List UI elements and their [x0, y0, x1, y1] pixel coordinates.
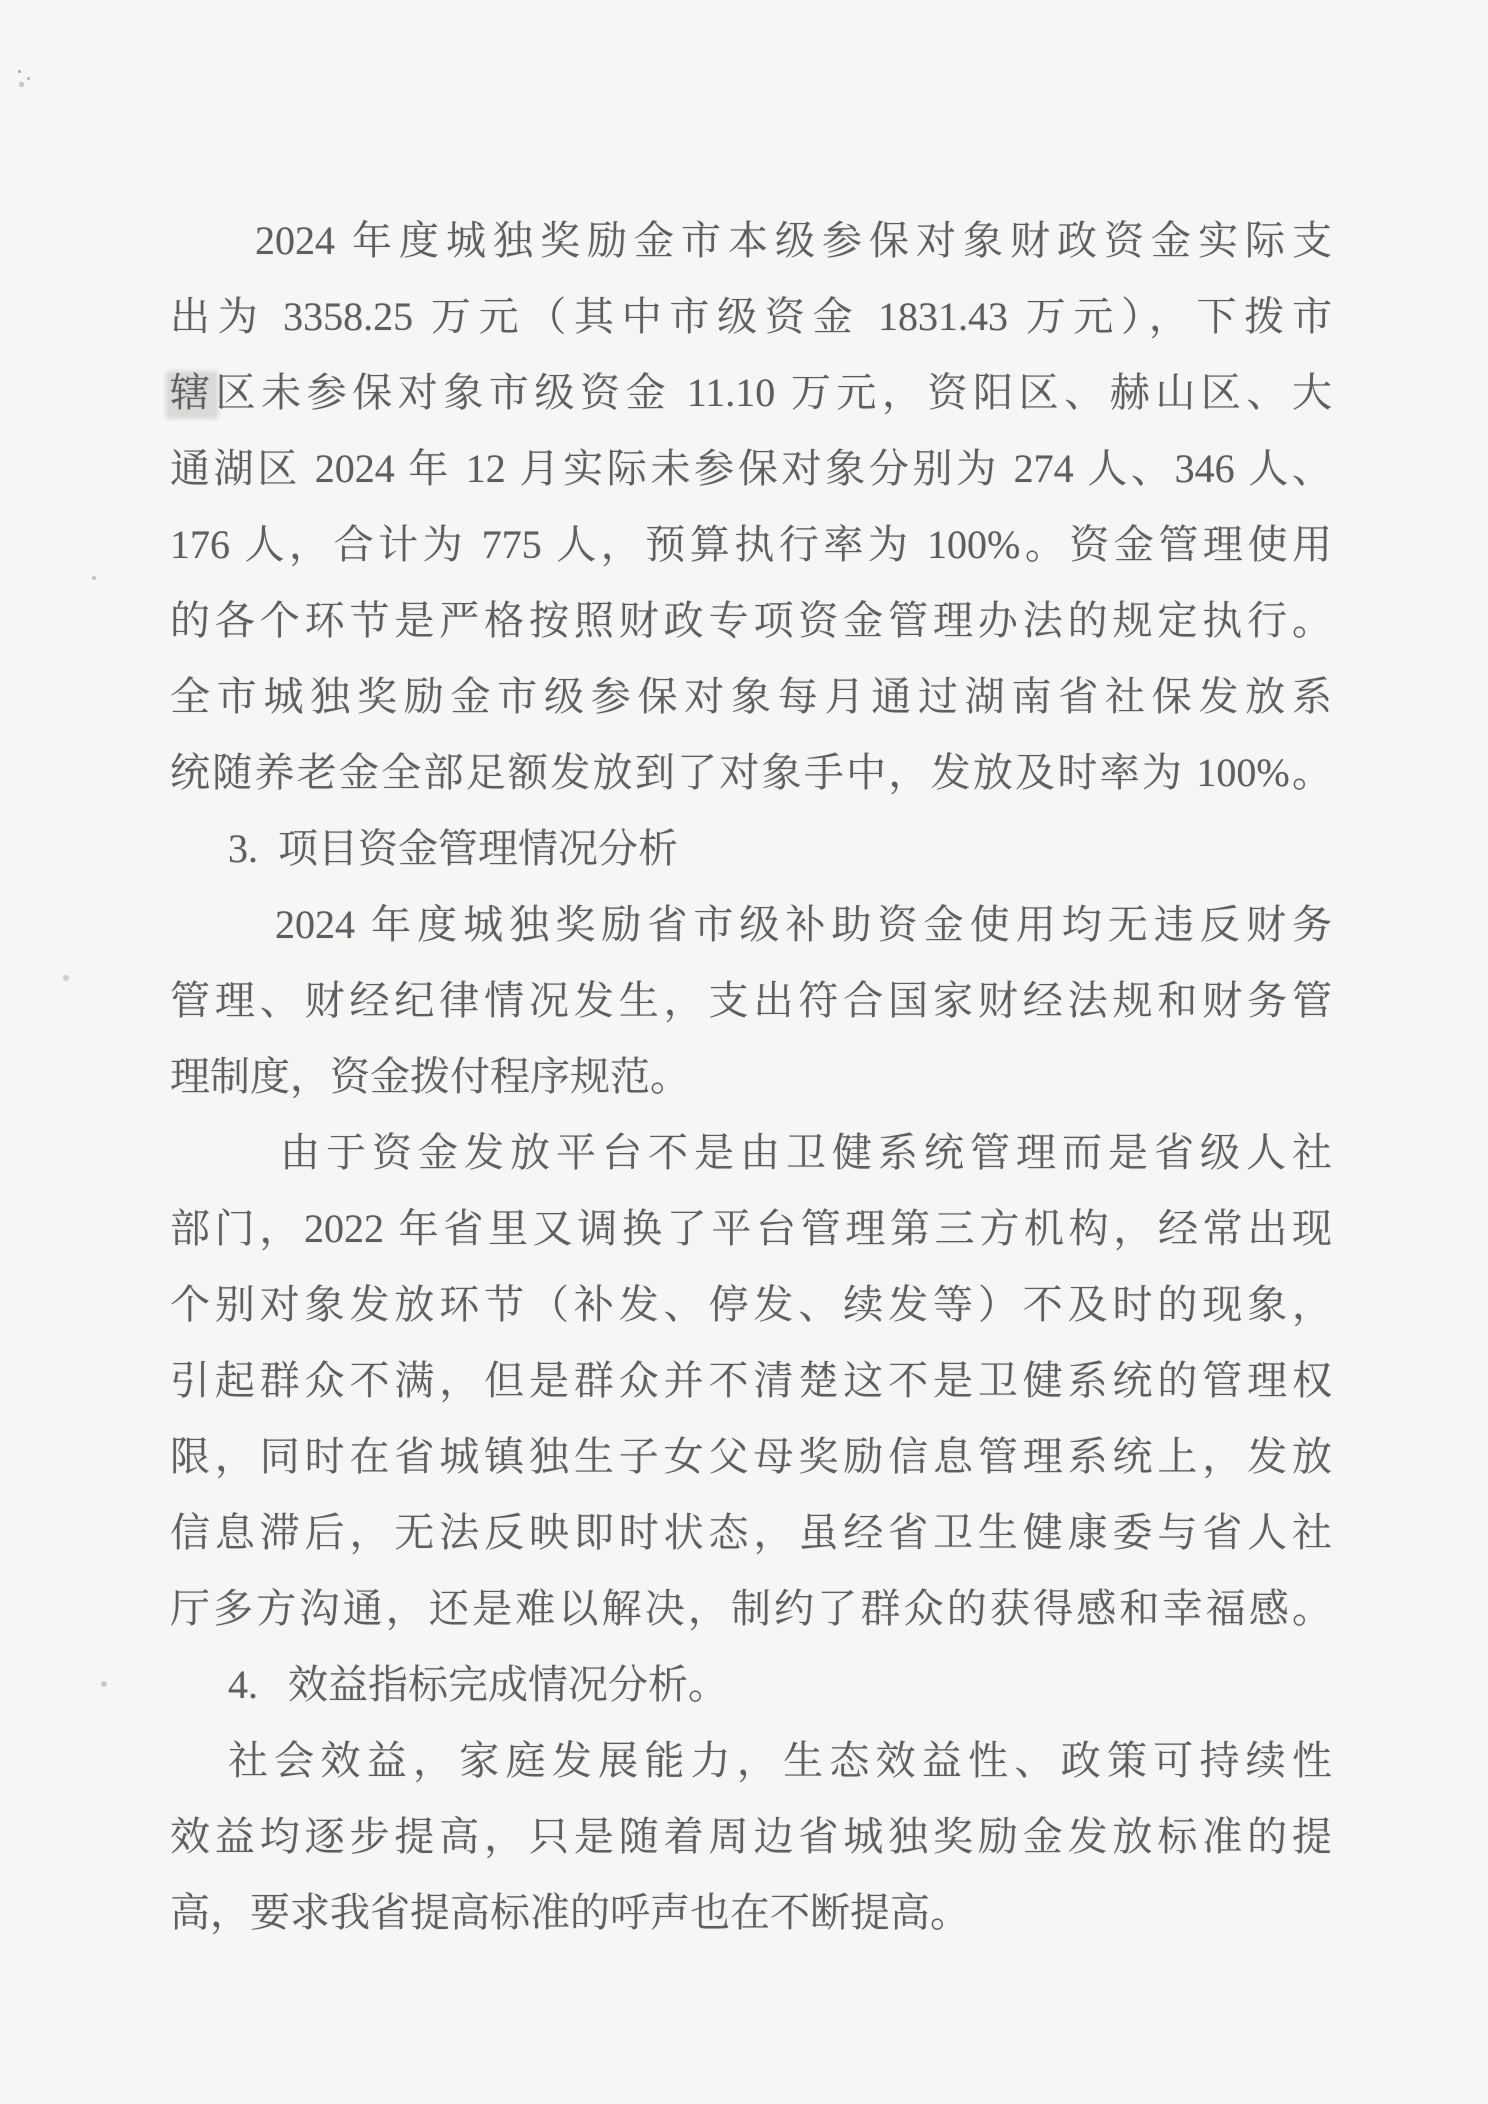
scan-dot: [92, 576, 96, 580]
text-line: 由于资金发放平台不是由卫健系统管理而是省级人社: [280, 1130, 1332, 1175]
text-line: 高，要求我省提高标准的呼声也在不断提高。: [170, 1890, 970, 1935]
text-line: 176 人，合计为 775 人，预算执行率为 100%。资金管理使用: [170, 522, 1332, 567]
text-line: 理制度，资金拨付程序规范。: [170, 1054, 690, 1099]
text-line: 出为 3358.25 万元（其中市级资金 1831.43 万元），下拨市: [170, 294, 1332, 339]
text-line: 社会效益，家庭发展能力，生态效益性、政策可持续性: [228, 1738, 1332, 1783]
text-line: 限，同时在省城镇独生子女父母奖励信息管理系统上，发放: [170, 1434, 1332, 1479]
text-line: 个别对象发放环节（补发、停发、续发等）不及时的现象，: [170, 1282, 1332, 1327]
text-line: 3. 项目资金管理情况分析: [228, 826, 678, 871]
text-line: 效益均逐步提高，只是随着周边省城独奖励金发放标准的提: [170, 1814, 1332, 1859]
text-line: 的各个环节是严格按照财政专项资金管理办法的规定执行。: [170, 598, 1332, 643]
text-line: 信息滞后，无法反映即时状态，虽经省卫生健康委与省人社: [170, 1510, 1332, 1555]
text-line: 2024 年度城独奖励省市级补助资金使用均无违反财务: [275, 902, 1332, 947]
text-line: 全市城独奖励金市级参保对象每月通过湖南省社保发放系: [170, 674, 1332, 719]
text-line: 部门，2022 年省里又调换了平台管理第三方机构，经常出现: [170, 1206, 1332, 1251]
text-line: 管理、财经纪律情况发生，支出符合国家财经法规和财务管: [170, 978, 1332, 1023]
text-line: 4. 效益指标完成情况分析。: [228, 1662, 728, 1707]
text-block: [170, 203, 1332, 1951]
scan-speck: [18, 70, 21, 73]
text-line: 辖区未参保对象市级资金 11.10 万元，资阳区、赫山区、大: [170, 370, 1332, 415]
text-line: 厅多方沟通，还是难以解决，制约了群众的获得感和幸福感。: [170, 1586, 1332, 1631]
text-line: 通湖区 2024 年 12 月实际未参保对象分别为 274 人、346 人、: [170, 446, 1332, 491]
text-line: 2024 年度城独奖励金市本级参保对象财政资金实际支: [255, 218, 1332, 263]
text-line: 引起群众不满，但是群众并不清楚这不是卫健系统的管理权: [170, 1358, 1332, 1403]
text-line: 统随养老金全部足额发放到了对象手中，发放及时率为 100%。: [170, 750, 1332, 795]
